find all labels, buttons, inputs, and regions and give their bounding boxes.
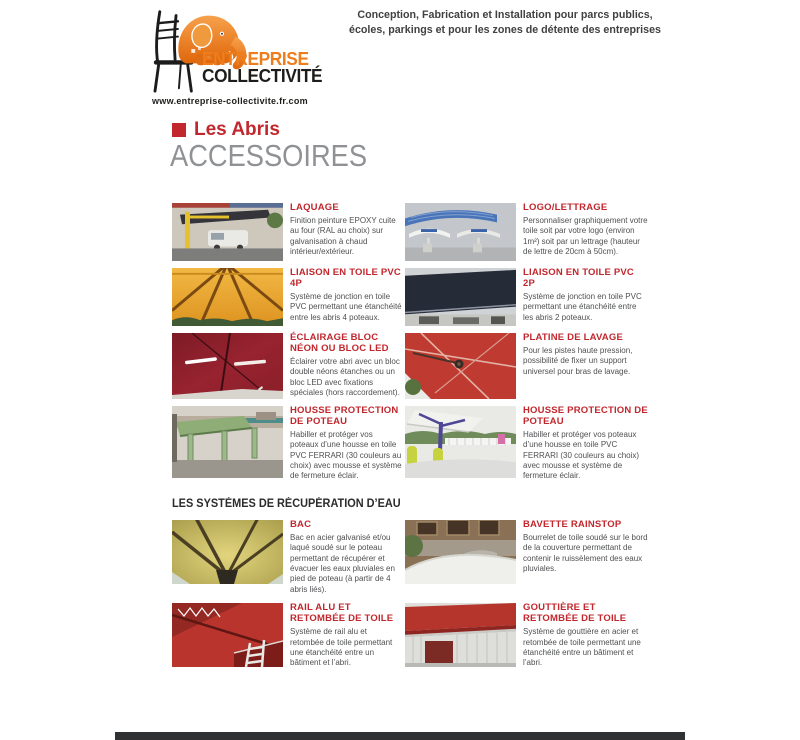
- item-title: LOGO/LETTRAGE: [523, 202, 608, 213]
- accessory-item-bavette-rainstop: [405, 520, 648, 595]
- item-title: BAVETTE RAINSTOP: [523, 519, 622, 530]
- item-title: GOUTTIÈRE ET RETOMBÉE DE TOILE: [523, 602, 627, 625]
- item-title: LAQUAGE: [290, 202, 339, 213]
- water-systems-grid: [172, 520, 648, 669]
- eclairage-neon-led-photo: [172, 333, 283, 399]
- accessory-item-liaison-4p: [172, 268, 402, 326]
- item-desc: Système de jonction en toile PVC permettant une étanchéité entre les abris 4 poteaux.: [290, 291, 402, 322]
- item-title: LIAISON EN TOILE PVC 2P: [523, 267, 634, 289]
- accessory-item-logo-lettrage: [405, 203, 648, 261]
- item-title: LIAISON EN TOILE PVC 4P: [290, 267, 401, 289]
- accessory-item-bac: [172, 520, 402, 595]
- housse-protection-poteau-photo-1: [172, 406, 283, 478]
- footer-bar: [115, 732, 685, 740]
- housse-protection-poteau-photo-2: [405, 406, 516, 478]
- item-desc: Bac en acier galvanisé et/ou laqué soudé sur le poteau permettant de récupérer et évacuer les eaux pluviales en pied de poteau (à partir de 4 abris liés).: [290, 532, 395, 594]
- liaison-toile-pvc-2p-photo: [405, 268, 516, 326]
- platine-de-lavage-photo: [405, 333, 516, 399]
- item-desc: Système de gouttière en acier et retombée de toile permettant une étanchéité entre un bâtiment et l’abri.: [523, 627, 641, 668]
- water-section-title: LES SYSTÈMES DE RÉCUPÉRATION D’EAU: [172, 498, 401, 510]
- accessories-grid: [172, 203, 648, 482]
- laquage-photo: [172, 203, 283, 261]
- bavette-rainstop-photo: [405, 520, 516, 584]
- item-title: PLATINE DE LAVAGE: [523, 332, 623, 343]
- item-desc: Personnaliser graphiquement votre toile soit par votre logo (environ 1m²) soit par un lettrage (hauteur de lettre de 20cm à 50cm).: [523, 215, 648, 257]
- website-url: www.entreprise-collectivite.fr.com: [152, 96, 308, 106]
- item-desc: Habiller et protéger vos poteaux d’une housse en toile PVC FERRARI (30 couleurs au choix) avec mousse et système de fermeture éclair.: [290, 429, 402, 481]
- accessory-item-eclairage: [172, 333, 402, 399]
- gouttiere-retombee-photo: [405, 603, 516, 667]
- item-title: HOUSSE PROTECTION DE POTEAU: [523, 405, 648, 427]
- item-desc: Bourrelet de toile soudé sur le bord de la couverture permettant de contenir le ruissèlement des eaux pluviales.: [523, 532, 648, 574]
- item-title: RAIL ALU ET RETOMBÉE DE TOILE: [290, 602, 394, 625]
- logo-line2: COLLECTIVITÉ: [202, 66, 323, 86]
- accessory-item-housse-poteau-2: [405, 406, 648, 482]
- item-desc: Système de rail alu et retombée de toile permettant une étanchéité entre un bâtiment et l’abri.: [290, 627, 393, 668]
- accessory-item-rail-alu: [172, 603, 402, 668]
- bac-photo: [172, 520, 283, 584]
- item-desc: Pour les pistes haute pression, possibilité de fixer un support universel pour bras de lavage.: [523, 345, 633, 376]
- accessory-item-gouttiere: [405, 603, 648, 668]
- item-title: BAC: [290, 519, 312, 530]
- accessory-item-liaison-2p: [405, 268, 648, 326]
- accessory-item-laquage: [172, 203, 402, 261]
- page-title: ACCESSOIRES: [170, 138, 368, 173]
- logo-wordmark: [202, 51, 322, 85]
- item-desc: Système de jonction en toile PVC permettant une étanchéité entre les abris 2 poteaux.: [523, 291, 642, 322]
- company-tagline: Conception, Fabrication et Installation pour parcs publics, écoles, parkings et pour les zones de détente des entreprises: [349, 9, 661, 37]
- item-title: ÉCLAIRAGE BLOC NÉON OU BLOC LED: [290, 332, 389, 354]
- item-desc: Habiller et protéger vos poteaux d’une housse en toile PVC FERRARI (30 couleurs au choix) avec mousse et système de fermeture éclair.: [523, 429, 640, 481]
- item-title: HOUSSE PROTECTION DE POTEAU: [290, 405, 399, 427]
- accessory-item-housse-poteau-1: [172, 406, 402, 482]
- item-desc: Finition peinture EPOXY cuite au four (RAL au choix) sur galvanisation à chaud intérieur/extérieur.: [290, 215, 396, 257]
- accessory-item-platine-lavage: [405, 333, 648, 399]
- logo-lettrage-photo: [405, 203, 516, 261]
- red-square-bullet-icon: [172, 123, 186, 137]
- rail-alu-retombee-photo: [172, 603, 283, 667]
- liaison-toile-pvc-4p-photo: [172, 268, 283, 326]
- section-kicker-label: Les Abris: [194, 119, 280, 140]
- logo-line1: ENTREPRISE: [202, 49, 309, 69]
- item-desc: Éclairer votre abri avec un bloc double néons étanches ou un bloc LED avec fixations spéciales (hors raccordement).: [290, 356, 400, 398]
